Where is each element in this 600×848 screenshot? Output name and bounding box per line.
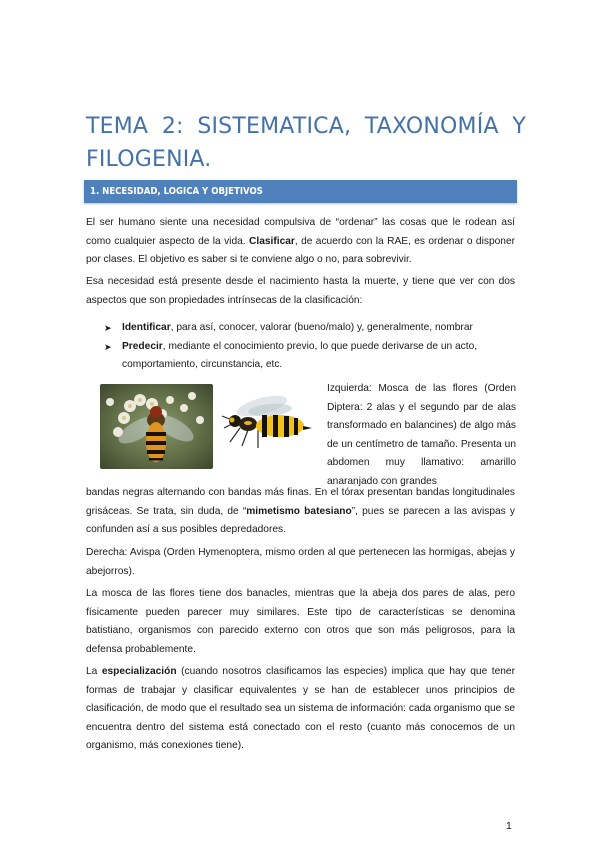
paragraph-especializacion — [86, 663, 515, 756]
bullet-term: Predecir — [122, 340, 163, 352]
page-number: 1 — [506, 820, 512, 832]
paragraph-intro-text-c: , de acuerdo con la RAE, es ordenar o disponer por clases. El objetivo es saber si te conviene algo o no, para sobrevivir. — [86, 235, 516, 265]
arrow-bullet-icon: ➤ — [104, 341, 112, 352]
paragraph-comparison: La mosca de las flores tiene dos banacles, mientras que la abeja dos pares de alas, pero físicamente pueden parecer muy similares. Este tipo de características se denomina batistiano, organismos con parecido externo con otros que son más peligrosos, para la defensa probablemente. — [86, 588, 515, 655]
paragraph-mimetismo — [86, 484, 515, 540]
paragraph-mimetismo-text-a: bandas negras alternando con bandas más finas. En el tórax presentan bandas longitudinales grisáceas. Se trata, sin duda, de “ — [86, 487, 515, 517]
bullet-item-identificar — [104, 319, 516, 338]
bullet-text: , mediante el conocimiento previo, lo que puede derivarse de un acto, comportamiento, circunstancia, etc. — [122, 340, 478, 370]
arrow-bullet-icon: ➤ — [104, 323, 112, 333]
paragraph-avispa: Derecha: Avispa (Orden Hymenoptera, mismo orden al que pertenecen las hormigas, abejas y abejorros). — [86, 547, 515, 577]
page-title: TEMA 2: SISTEMATICA, TAXONOMÍA Y FILOGENIA. — [86, 114, 526, 172]
bullet-term: Identificar — [122, 322, 171, 333]
paragraph-intro-term: Clasificar — [249, 235, 295, 247]
section-heading: 1. NECESIDAD, LOGICA Y OBJETIVOS — [84, 180, 517, 203]
bullet-text: , para así, conocer, valorar (bueno/malo) y, generalmente, nombrar — [170, 322, 473, 333]
paragraph-especializacion-text-c: (cuando nosotros clasificamos las especies) implica que hay que tener formas de trabajar y clasificar equivalentes y se han de establecer unos principios de clasificación, de modo que el resultado sea un sistema de información: cada organismo que se encuentra dentro del sistema está conectado con el resto (cuanto más conocemos de un organismo, más conexiones tiene). — [86, 666, 515, 751]
paragraph-especializacion-term: especialización — [101, 666, 177, 677]
paragraph-properties: Esa necesidad está presente desde el nacimiento hasta la muerte, y tiene que ver con dos aspectos que son propiedades intrínsecas de la clasificación: — [86, 276, 515, 306]
bullet-item-predecir — [104, 338, 516, 375]
hoverfly-photo — [100, 384, 213, 469]
paragraph-mimetismo-term: mimetismo batesiano — [246, 505, 352, 517]
paragraph-especializacion-text-a: La — [86, 666, 102, 677]
paragraph-intro — [86, 214, 515, 270]
paragraph-mimetismo-text-c: ”, pues se parecen a las avispas y confunden así a sus posibles depredadores. — [86, 505, 516, 535]
wasp-photo — [218, 388, 318, 454]
bullet-list — [104, 319, 516, 375]
image-caption-left: Izquierda: Mosca de las flores (Orden Diptera: 2 alas y el segundo par de alas transformado en balancines) de algo más de un centímetro de tamaño. Presenta un abdomen muy llamativo: amarillo anaranjado con grandes — [327, 383, 516, 487]
paragraph-intro-text-a: El ser humano siente una necesidad compulsiva de “ordenar” las cosas que le rodean así como cualquier aspecto de la vida. — [86, 217, 515, 247]
